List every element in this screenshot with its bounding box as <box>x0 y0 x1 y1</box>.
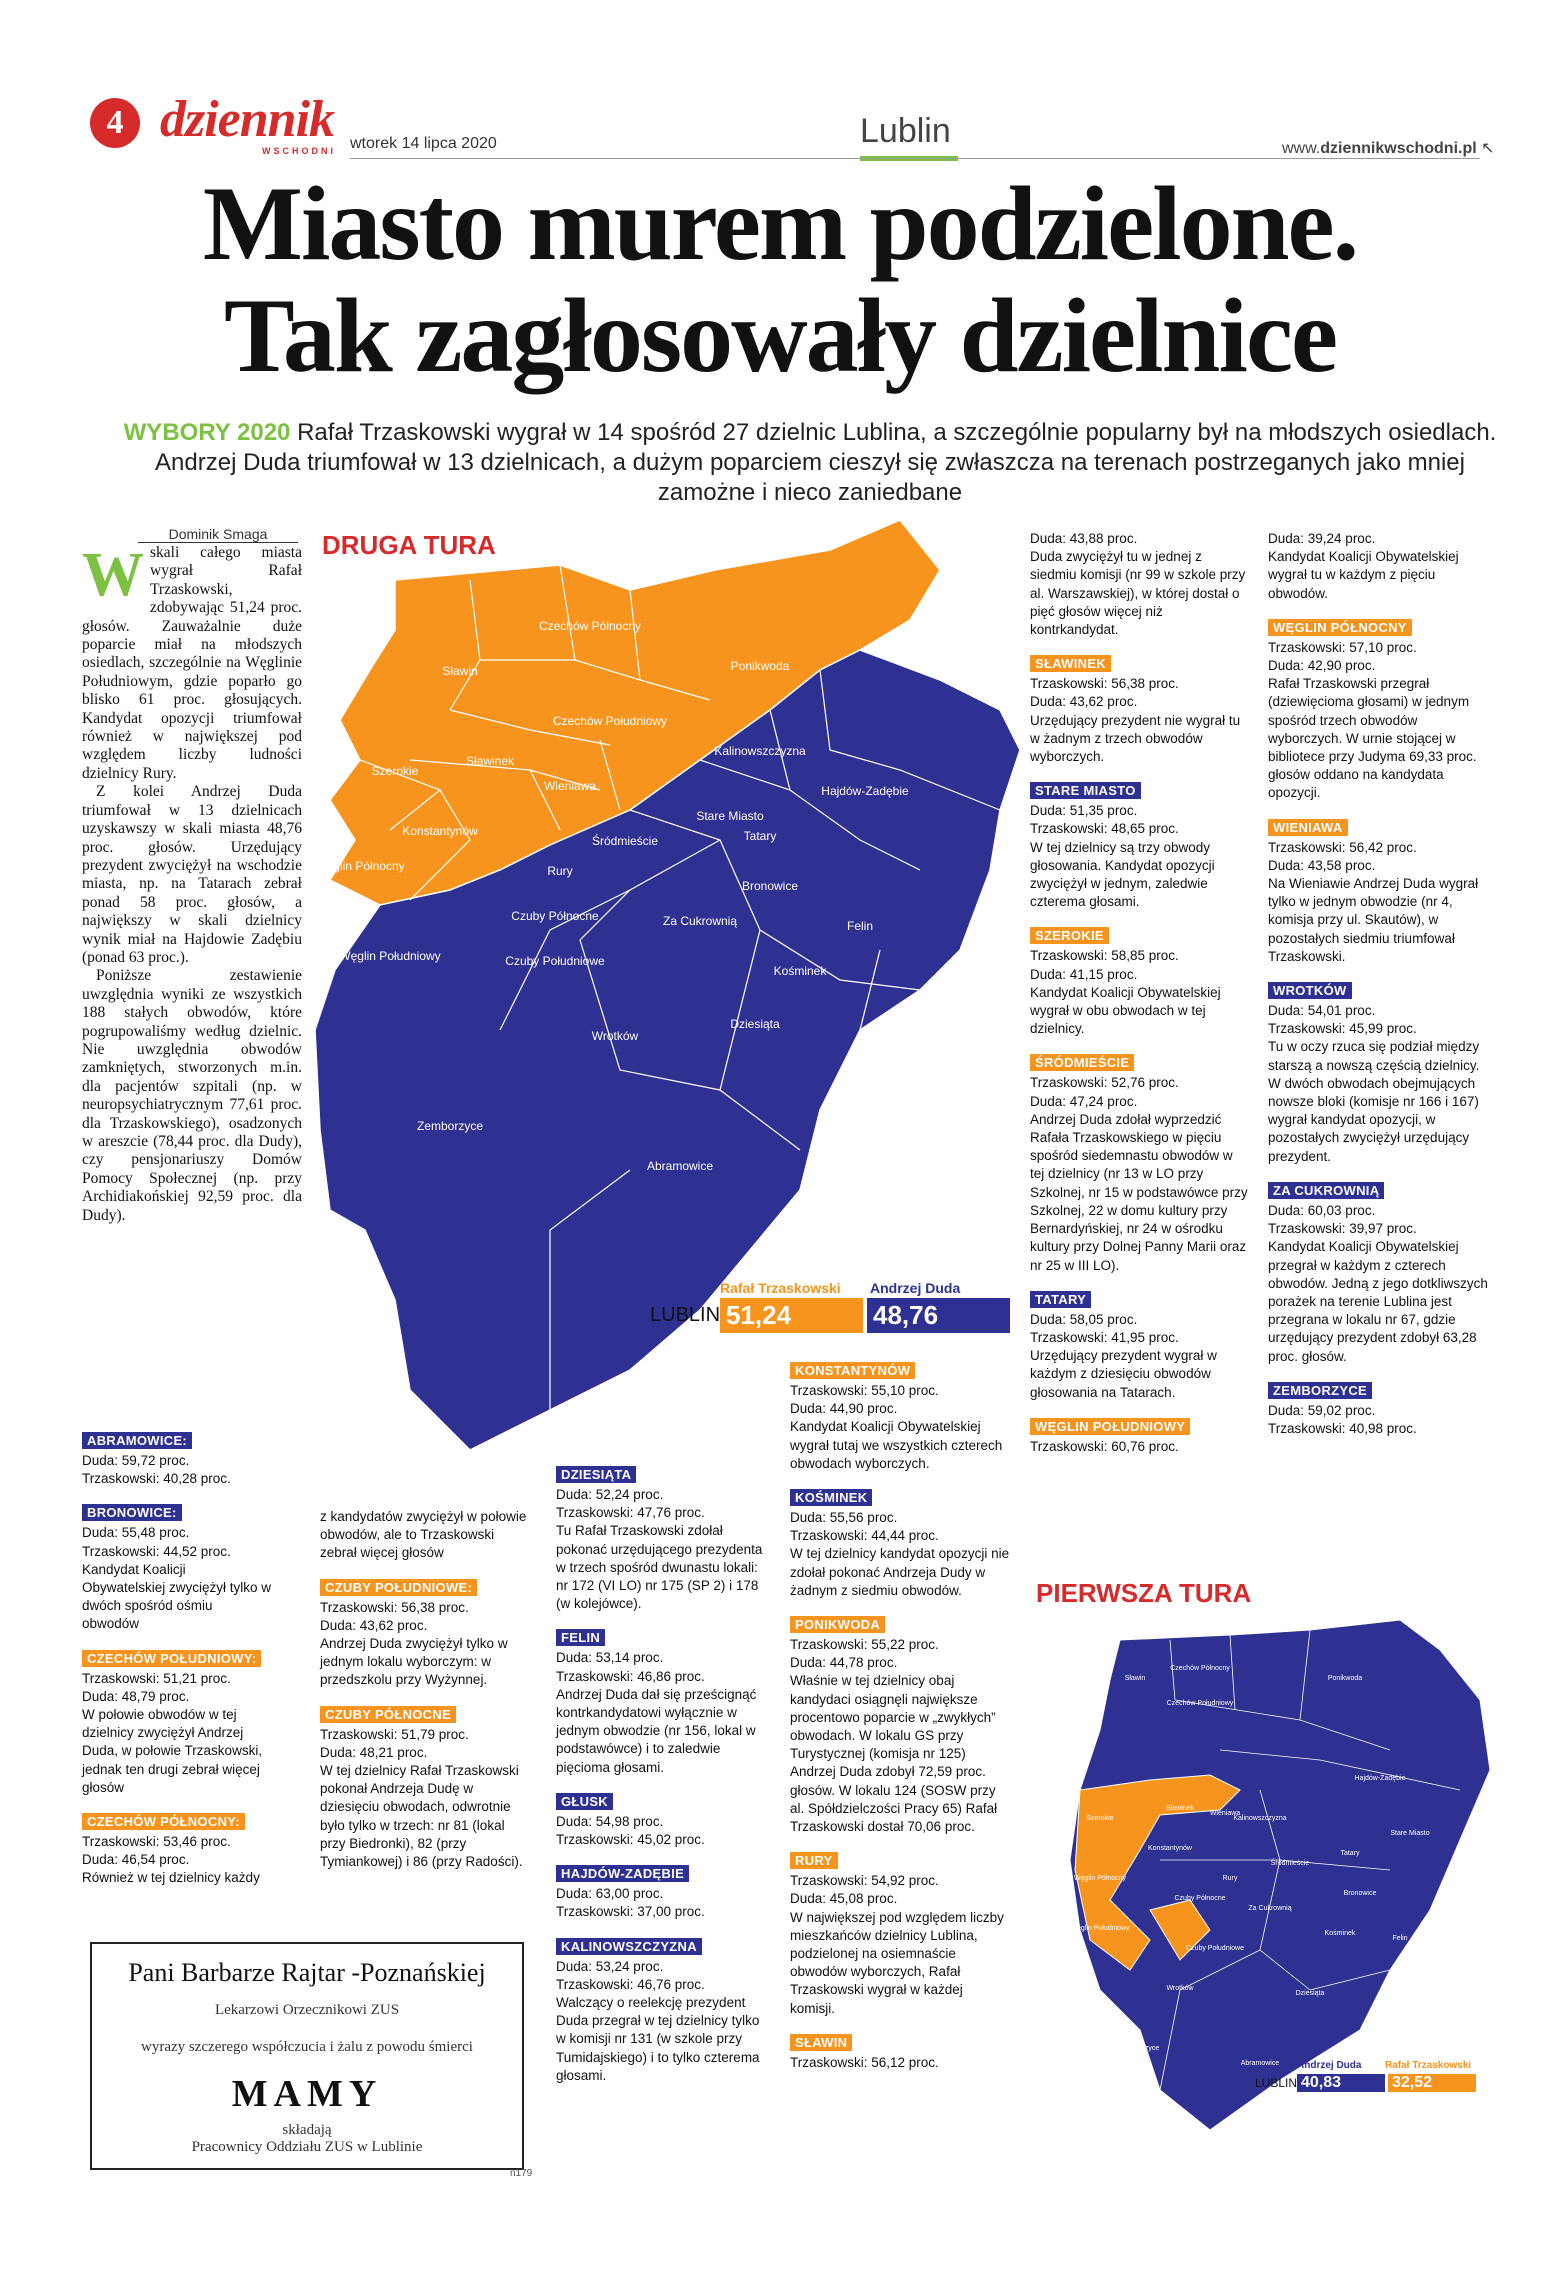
district-entry <box>556 1865 766 1921</box>
headline-line-1: Miasto murem podzielone. <box>202 165 1358 282</box>
district-heading: RURY <box>790 1852 838 1869</box>
district-label-small: Hajdów-Zadębie <box>1354 1775 1406 1782</box>
district-heading: SZEROKIE <box>1030 927 1109 944</box>
result-box-first-round <box>1255 2060 1495 2092</box>
district-label: Szerokie <box>371 764 419 778</box>
district-entry <box>556 1629 766 1776</box>
district-label-small: Zemborzyce <box>1120 2045 1160 2052</box>
district-note-line: Trzaskowski: 58,85 proc. <box>1030 948 1179 964</box>
district-note-line: Duda: 63,00 proc. <box>556 1886 664 1902</box>
district-note-line: Andrzej Duda zwyciężył tylko w jednym lokalu wyborczym: w przedszkolu przy Wyżynnej. <box>320 1636 508 1688</box>
article-paragraph-1: skali całego miasta wygrał Rafał Trzaskowski, zdobywając 51,24 proc. głosów. Zauważalnie duże poparcie miał na młodszych osiedlach, szczególnie na Węglinie Południowym, gdzie poparło go blisko 61 proc. głosujących. Kandydat opozycji triumfował również w największej pod względem liczby ludności dzielnicy Rury. <box>82 544 302 782</box>
district-entry <box>790 2034 1010 2072</box>
district-label: Ponikwoda <box>730 659 790 673</box>
result-name-b: Andrzej Duda <box>870 1280 961 1296</box>
district-note-line: Andrzej Duda dał się prześcignąć kontrkandydatowi wyłącznie w jednym obwodzie (nr 156, lokal w podstawówce) i to zaledwie pięcioma głosami. <box>556 1686 757 1775</box>
district-label-small: Głusk <box>1361 2025 1379 2032</box>
district-entry <box>82 1432 272 1488</box>
district-column-5 <box>1030 530 1250 1472</box>
district-column-6 <box>1268 530 1488 1454</box>
district-label: Tatary <box>743 829 777 843</box>
headline <box>90 165 1470 394</box>
district-label: Węglin Północny <box>315 859 405 873</box>
district-note-line: Trzaskowski: 56,38 proc. <box>1030 676 1179 692</box>
district-note-line: Duda: 43,62 proc. <box>1030 694 1138 710</box>
lead-paragraph <box>110 418 1510 508</box>
district-note-line: Tu Rafał Trzaskowski zdołał pokonać urzędującego prezydenta w trzech spośród dwunastu lokali: nr 172 (VI LO) nr 175 (SP 2) i 178 (w kolejówce). <box>556 1523 763 1612</box>
district-label: Wieniawa <box>543 779 597 793</box>
result-value-a: 51,24 <box>720 1298 863 1333</box>
district-heading: ZA CUKROWNIĄ <box>1268 1182 1384 1199</box>
district-note-line: Trzaskowski: 56,12 proc. <box>790 2054 939 2070</box>
district-note-line: Trzaskowski: 39,97 proc. <box>1268 1221 1417 1237</box>
district-note-line: Trzaskowski: 51,79 proc. <box>320 1726 469 1742</box>
map-label-first-round: PIERWSZA TURA <box>1036 1578 1252 1608</box>
district-note-line: Trzaskowski: 47,76 proc. <box>556 1505 705 1521</box>
district-column-4 <box>790 1362 1010 2088</box>
district-label-small: Czechów Południowy <box>1166 1700 1234 1707</box>
district-heading: CZECHÓW POŁUDNIOWY: <box>82 1650 261 1667</box>
district-label-small: Rury <box>1222 1875 1238 1882</box>
byline: Dominik Smaga <box>138 526 298 543</box>
first-result-value-b: 32,52 <box>1388 2074 1476 2092</box>
district-label: Wrotków <box>591 1029 639 1043</box>
district-note-line: Rafał Trzaskowski przegrał (dziewięcioma głosami) w jednym spośród trzech obwodów wyborczych. W urnie stojącej w bibliotece przy Judyma 69,33 proc. głosów oddano na kandydata opozycji. <box>1268 676 1477 801</box>
district-note-line: Duda zwyciężył tu w jednej z siedmiu komisji (nr 99 w szkole przy al. Warszawskiej), w której dostał o pięć głosów więcej niż kontrkandydat. <box>1030 549 1246 638</box>
district-note-line: Trzaskowski: 51,21 proc. <box>82 1670 231 1686</box>
district-heading: ABRAMOWICE: <box>82 1432 192 1449</box>
district-note-line: Duda: 43,62 proc. <box>320 1617 428 1633</box>
headline-line-2: Tak zagłosowały dzielnice <box>223 277 1337 394</box>
district-note-line: Urzędujący prezydent nie wygrał tu w żadnym z trzech obwodów wyborczych. <box>1030 712 1241 765</box>
district-entry <box>1268 530 1488 603</box>
district-note-line: Kandydat Koalicji Obywatelskiej wygrał tutaj we wszystkich czterech obwodach wyborczych. <box>790 1419 1003 1471</box>
drop-cap: W <box>82 541 144 609</box>
district-note-line: Andrzej Duda zdołał wyprzedzić Rafała Trzaskowskiego w pięciu spośród siedemnastu obwodów w tej dzielnicy (nr 13 w LO przy Szkolnej, nr 15 w podstawówce przy Szkolnej, 22 w domu kultury przy Bernardyńskiej, nr 24 w ośrodku kultury przy Dolnej Panny Marii oraz nr 25 w III LO). <box>1030 1111 1248 1273</box>
district-label-small: Kośminek <box>1324 1930 1356 1937</box>
district-label-small: Czuby Północne <box>1174 1895 1226 1902</box>
district-label: Kalinowszczyzna <box>714 744 806 758</box>
district-note-line: Trzaskowski: 56,38 proc. <box>320 1599 469 1615</box>
district-heading: SŁAWINEK <box>1030 655 1111 672</box>
district-entry <box>82 1650 272 1797</box>
district-note-line: W tej dzielnicy Rafał Trzaskowski pokonał Andrzeja Dudę w dziesięciu obwodach, odwrotnie było tylko w trzech: nr 81 (lokal przy Biedronki), 82 (przy Tymiankowej) i 86 (przy Radości). <box>320 1763 523 1870</box>
district-heading: KONSTANTYNÓW <box>790 1362 915 1379</box>
district-heading: ŚRÓDMIEŚCIE <box>1030 1054 1134 1071</box>
obituary-code: n179 <box>510 2168 533 2179</box>
district-entry <box>556 1938 766 2085</box>
obituary-condolence: wyrazy szczerego współczucia i żalu z powodu śmierci <box>141 2039 473 2055</box>
district-entry <box>556 1466 766 1613</box>
district-entry <box>1030 1418 1250 1456</box>
district-note-line: Duda: 59,02 proc. <box>1268 1402 1376 1418</box>
district-note-line: Kandydat Koalicji Obywatelskiej przegrał w każdym z czterech obwodów. Jedną z jego dotkliwszych porażek na terenie Lublina jest przegrana w lokalu nr 67, gdzie urzędujący prezydent zdobył 63,28 proc. głosów. <box>1268 1239 1488 1364</box>
district-label-small: Wieniawa <box>1209 1810 1241 1817</box>
district-entry <box>1030 927 1250 1038</box>
district-heading: KALINOWSZCZYZNA <box>556 1938 702 1955</box>
district-label: Dziesiąta <box>730 1017 780 1031</box>
district-heading: WIENIAWA <box>1268 819 1348 836</box>
district-label-small: Tatary <box>1340 1850 1360 1857</box>
district-note-line: Duda: 58,05 proc. <box>1030 1311 1138 1327</box>
district-label-small: Dziesiąta <box>1295 1990 1325 1997</box>
district-heading: KOŚMINEK <box>790 1489 872 1506</box>
district-entry <box>790 1489 1010 1600</box>
district-column-1 <box>82 1432 272 1904</box>
article-paragraph-3: Poniższe zestawienie uwzględnia wyniki ze wszystkich 188 stałych obwodów, które pogrupowaliśmy według dzielnic. Nie uwzględnia obwodów zamkniętych, stworzonych m.in. dla pacjentów szpitali (np. w neuropsychiatrycznym 77,61 proc. dla Trzaskowskiego), osadzonych w areszcie (78,44 proc. dla Dudy), czy pensjonariuszy Domów Pomocy Społecznej (np. przy Archidiakońskiej 92,59 proc. dla Dudy). <box>82 967 302 1224</box>
district-note-line: Duda: 47,24 proc. <box>1030 1093 1138 1109</box>
district-note-line: Trzaskowski: 37,00 proc. <box>556 1904 705 1920</box>
district-note-line: Trzaskowski: 44,52 proc. <box>82 1543 231 1559</box>
cursor-icon: ↖ <box>1481 140 1495 157</box>
district-entry <box>82 1813 272 1888</box>
district-note-line: Tu w oczy rzuca się podział między starszą a nowszą częścią dzielnicy. W dwóch obwodach obejmujących nowsze bloki (komisje nr 166 i 167) wygrał kandydat opozycji, w pozostałych zwyciężył urzędujący prezydent. <box>1268 1039 1480 1164</box>
district-entry <box>556 1793 766 1849</box>
district-note-line: Duda: 59,72 proc. <box>82 1453 190 1468</box>
district-label-small: Czechów Północny <box>1170 1665 1230 1672</box>
map-label-second-round: DRUGA TURA <box>322 530 496 560</box>
district-label: Sławin <box>442 664 478 678</box>
district-entry <box>320 1508 530 1563</box>
article-paragraph-2: Z kolei Andrzej Duda triumfował w 13 dzielnicach uzyskawszy w skali miasta 48,76 proc. głosów. Urzędujący prezydent zwyciężył na wschodzie miasta, np. na Tatarach zebrał ponad 58 proc. głosów, a największy w skali dzielnicy wynik miał na Hajdowie Zadębiu (ponad 63 proc.). <box>82 783 302 966</box>
district-heading: WĘGLIN PÓŁNOCNY <box>1268 619 1412 636</box>
district-note-line: Trzaskowski: 57,10 proc. <box>1268 639 1417 655</box>
district-note-line: Trzaskowski: 44,44 proc. <box>790 1528 939 1544</box>
district-note-line: Duda: 52,24 proc. <box>556 1487 664 1502</box>
district-label: Bronowice <box>741 879 799 893</box>
district-note-line: Duda: 55,48 proc. <box>82 1525 190 1541</box>
district-label-small: Stare Miasto <box>1390 1830 1430 1837</box>
district-entry <box>790 1852 1010 2018</box>
district-note-line: Trzaskowski: 55,22 proc. <box>790 1637 939 1653</box>
issue-date: wtorek 14 lipca 2020 <box>350 135 497 152</box>
district-note-line: Trzaskowski: 40,98 proc. <box>1268 1420 1417 1436</box>
district-note-line: Trzaskowski: 54,92 proc. <box>790 1873 939 1889</box>
district-label: Konstantynów <box>402 824 478 838</box>
district-note-line: Duda: 42,90 proc. <box>1268 658 1376 674</box>
district-label: Felin <box>846 919 874 933</box>
district-heading: TATARY <box>1030 1291 1091 1308</box>
site-url-main: dziennikwschodni.pl <box>1320 140 1477 157</box>
district-note-line: Trzaskowski: 60,76 proc. <box>1030 1438 1179 1454</box>
district-note-line: Duda: 45,08 proc. <box>790 1891 898 1907</box>
district-label-small: Sławin <box>1124 1675 1146 1682</box>
district-entry <box>82 1504 272 1633</box>
district-label-small: Wrotków <box>1166 1985 1194 1992</box>
district-label-small: Bronowice <box>1343 1890 1377 1897</box>
district-entry <box>1268 1182 1488 1366</box>
district-label: Stare Miasto <box>696 809 764 823</box>
district-label: Czuby Południowe <box>505 954 605 968</box>
map-first-duda <box>1070 1620 1490 2130</box>
obituary-name: Pani Barbarze Rajtar -Poznańskiej <box>128 1958 486 1987</box>
district-note-line: Trzaskowski: 48,65 proc. <box>1030 821 1179 837</box>
district-note-line: Duda: 43,58 proc. <box>1268 857 1376 873</box>
district-entry <box>790 1616 1010 1836</box>
district-heading: CZUBY POŁUDNIOWE: <box>320 1579 477 1596</box>
district-note-line: Duda: 48,21 proc. <box>320 1744 428 1760</box>
district-note-line: Trzaskowski: 46,76 proc. <box>556 1976 705 1992</box>
district-entry <box>1268 1382 1488 1438</box>
district-note-line: Duda: 43,88 proc. <box>1030 531 1138 546</box>
obituary-role: Lekarzowi Orzecznikowi ZUS <box>214 2002 400 2018</box>
district-label: Abramowice <box>646 1159 714 1173</box>
district-column-3 <box>556 1466 766 2101</box>
district-note-line: Duda: 53,14 proc. <box>556 1650 664 1666</box>
district-note-line: Kandydat Koalicji Obywatelskiej wygrał tu w każdym z pięciu obwodów. <box>1268 549 1459 601</box>
district-label-small: Szerokie <box>1086 1815 1114 1822</box>
district-label-small: Śródmieście <box>1270 1860 1310 1867</box>
obituary-relation: MAMY <box>231 2073 383 2115</box>
district-note-line: Duda: 55,56 proc. <box>790 1510 898 1526</box>
district-entry <box>1030 655 1250 766</box>
district-note-line: Trzaskowski: 53,46 proc. <box>82 1834 231 1850</box>
district-note-line: Walczący o reelekcję prezydent Duda przegrał w tej dzielnicy tylko w komisji nr 131 (w szkole przy Tumidajskiego) i to tylko czterema głosami. <box>556 1995 760 2083</box>
district-note-line: Trzaskowski: 55,10 proc. <box>790 1383 939 1398</box>
district-label-small: Konstantynów <box>1148 1845 1192 1852</box>
district-note-line: Trzaskowski: 40,28 proc. <box>82 1471 231 1487</box>
district-note-line: Duda: 44,78 proc. <box>790 1655 898 1671</box>
district-heading: CZECHÓW PÓŁNOCNY: <box>82 1813 245 1830</box>
district-entry <box>1030 782 1250 911</box>
first-result-value-a: 40,83 <box>1297 2074 1385 2092</box>
section-name: Lublin <box>860 112 951 150</box>
district-note-line: Trzaskowski: 45,99 proc. <box>1268 1021 1417 1037</box>
logo-subtitle: WSCHODNI <box>262 146 336 156</box>
district-label-small: Węglin Północny <box>1073 1875 1127 1882</box>
district-label-small: Węglin Południowy <box>1070 1925 1130 1932</box>
district-note-line: Na Wieniawie Andrzej Duda wygrał tylko w jednym obwodzie (nr 4, komisja przy ul. Skautów), w pozostałych siedmiu triumfował Trzaskowski. <box>1268 876 1479 964</box>
article-body <box>82 541 302 1225</box>
district-entry <box>1030 530 1250 639</box>
header-rule <box>350 158 1480 159</box>
district-entry <box>320 1706 530 1872</box>
district-label: Kośminek <box>773 964 827 978</box>
district-note-line: z kandydatów zwyciężył w połowie obwodów, ale to Trzaskowski zebrał więcej głosów <box>320 1509 527 1561</box>
district-label: Rury <box>547 864 573 878</box>
district-note-line: W największej pod względem liczby mieszkańców dzielnicy Lublina, podzielonej na osiemnaście obwodów wyborczych, Rafał Trzaskowski wygrał w każdej komisji. <box>790 1909 1004 2016</box>
district-heading: BRONOWICE: <box>82 1504 182 1521</box>
district-note-line: Duda: 54,98 proc. <box>556 1813 664 1829</box>
district-heading: WĘGLIN POŁUDNIOWY <box>1030 1418 1190 1435</box>
district-note-line: Duda: 48,79 proc. <box>82 1688 190 1704</box>
first-result-city: LUBLIN <box>1255 2076 1298 2090</box>
district-note-line: Trzaskowski: 45,02 proc. <box>556 1832 705 1848</box>
district-note-line: W tej dzielnicy są trzy obwody głosowania. Kandydat opozycji zwyciężył w jednym, zaledwie czterema głosami. <box>1030 839 1215 910</box>
district-note-line: Duda: 53,24 proc. <box>556 1958 664 1974</box>
district-label: Czechów Południowy <box>552 714 668 728</box>
result-city: LUBLIN <box>650 1304 721 1326</box>
district-label: Zemborzyce <box>416 1119 484 1133</box>
district-note-line: Duda: 44,90 proc. <box>790 1401 898 1417</box>
logo[interactable]: dziennik <box>160 91 335 148</box>
district-label: Śródmieście <box>591 834 659 848</box>
result-box-second-round <box>650 1280 1010 1333</box>
district-entry <box>1268 619 1488 803</box>
district-heading: SŁAWIN <box>790 2034 852 2051</box>
district-heading: STARE MIASTO <box>1030 782 1141 799</box>
district-note-line: Również w tej dzielnicy każdy <box>82 1870 260 1886</box>
district-note-line: Duda: 60,03 proc. <box>1268 1202 1376 1218</box>
district-heading: CZUBY PÓŁNOCNE <box>320 1706 456 1723</box>
district-label-small: Czuby Południowe <box>1186 1945 1244 1952</box>
lead-kicker: WYBORY 2020 <box>123 419 291 446</box>
district-note-line: W tej dzielnicy kandydat opozycji nie zdołał pokonać Andrzeja Dudy w żadnym z siedmiu obwodów. <box>790 1546 1010 1598</box>
district-label: Głusk <box>824 1099 856 1113</box>
district-note-line: Duda: 51,35 proc. <box>1030 803 1138 819</box>
district-label-small: Sławinek <box>1165 1805 1195 1812</box>
obituary-box <box>90 1942 524 2170</box>
lead-text: Rafał Trzaskowski wygrał w 14 spośród 27 dzielnic Lublina, a szczególnie popularny był na młodszych osiedlach. Andrzej Duda triumfował w 13 dzielnicach, a dużym poparciem cieszył się zwłaszcza na terenach postrzeganych jako mniej zamożne i nieco zaniedbane <box>155 419 1497 506</box>
district-note-line: Urzędujący prezydent wygrał w każdym z dziesięciu obwodów głosowania na Tatarach. <box>1030 1348 1217 1400</box>
district-label: Węglin Południowy <box>339 949 441 963</box>
district-label-small: Kalinowszczyzna <box>1233 1815 1287 1822</box>
obituary-from-2: Pracownicy Oddziału ZUS w Lublinie <box>191 2139 423 2155</box>
district-heading: DZIESIĄTA <box>556 1466 636 1483</box>
district-label-small: Za Cukrownią <box>1248 1905 1292 1912</box>
district-note-line: W połowie obwodów w tej dzielnicy zwyciężył Andrzej Duda, w połowie Trzaskowski, jednak ten drugi zebrał więcej głosów <box>82 1707 263 1795</box>
district-entry <box>320 1579 530 1690</box>
site-url[interactable] <box>1282 138 1495 158</box>
district-note-line: Trzaskowski: 52,76 proc. <box>1030 1075 1179 1091</box>
district-note-line: Trzaskowski: 56,42 proc. <box>1268 839 1417 855</box>
district-note-line: Kandydat Koalicji Obywatelskiej wygrał w obu obwodach w tej dzielnicy. <box>1030 984 1221 1037</box>
district-note-line: Duda: 39,24 proc. <box>1268 531 1376 546</box>
district-heading: GŁUSK <box>556 1793 613 1810</box>
district-label-small: Felin <box>1392 1935 1408 1942</box>
district-label: Za Cukrownią <box>662 914 738 928</box>
district-note-line: Trzaskowski: 41,95 proc. <box>1030 1329 1179 1345</box>
district-heading: WROTKÓW <box>1268 982 1352 999</box>
district-label: Hajdów-Zadębie <box>821 784 909 798</box>
district-heading: FELIN <box>556 1629 605 1646</box>
district-column-2 <box>320 1508 530 1887</box>
district-entry <box>1268 819 1488 966</box>
district-heading: ZEMBORZYCE <box>1268 1382 1372 1399</box>
district-note-line: Duda: 41,15 proc. <box>1030 966 1138 982</box>
first-result-name-a: Andrzej Duda <box>1297 2060 1362 2071</box>
page-number: 4 <box>90 98 140 148</box>
district-label-small: Abramowice <box>1240 2060 1280 2067</box>
district-note-line: Trzaskowski: 46,86 proc. <box>556 1668 705 1684</box>
district-note-line: Duda: 54,01 proc. <box>1268 1003 1376 1019</box>
district-note-line: Duda: 46,54 proc. <box>82 1852 190 1868</box>
district-heading: PONIKWODA <box>790 1616 885 1633</box>
first-result-name-b: Rafał Trzaskowski <box>1385 2060 1472 2071</box>
result-value-b: 48,76 <box>867 1298 1010 1333</box>
district-label: Czuby Północne <box>511 909 599 923</box>
district-heading: HAJDÓW-ZADĘBIE <box>556 1865 689 1882</box>
obituary-from-1: składają <box>282 2122 332 2138</box>
district-label: Sławinek <box>465 754 515 768</box>
district-note-line: Kandydat Koalicji Obywatelskiej zwyciężył tylko w dwóch spośród ośmiu obwodów <box>82 1561 272 1632</box>
site-url-prefix: www. <box>1282 140 1321 157</box>
district-entry <box>1030 1054 1250 1274</box>
district-label: Czechów Północny <box>538 619 642 633</box>
result-name-a: Rafał Trzaskowski <box>720 1280 841 1296</box>
district-note-line: Właśnie w tej dzielnicy obaj kandydaci osiągnęli największe procentowo poparcie w „zwykłych” obwodach. W lokalu GS przy Turystycznej (komisja nr 125) Andrzej Duda zdobył 72,59 proc. głosów. W lokalu 124 (SOSW przy al. Spółdzielczości Pracy 65) Rafał Trzaskowski dostał 70,06 proc. <box>790 1673 998 1835</box>
district-entry <box>1268 982 1488 1166</box>
district-label-small: Ponikwoda <box>1327 1675 1363 1682</box>
district-entry <box>1030 1291 1250 1402</box>
